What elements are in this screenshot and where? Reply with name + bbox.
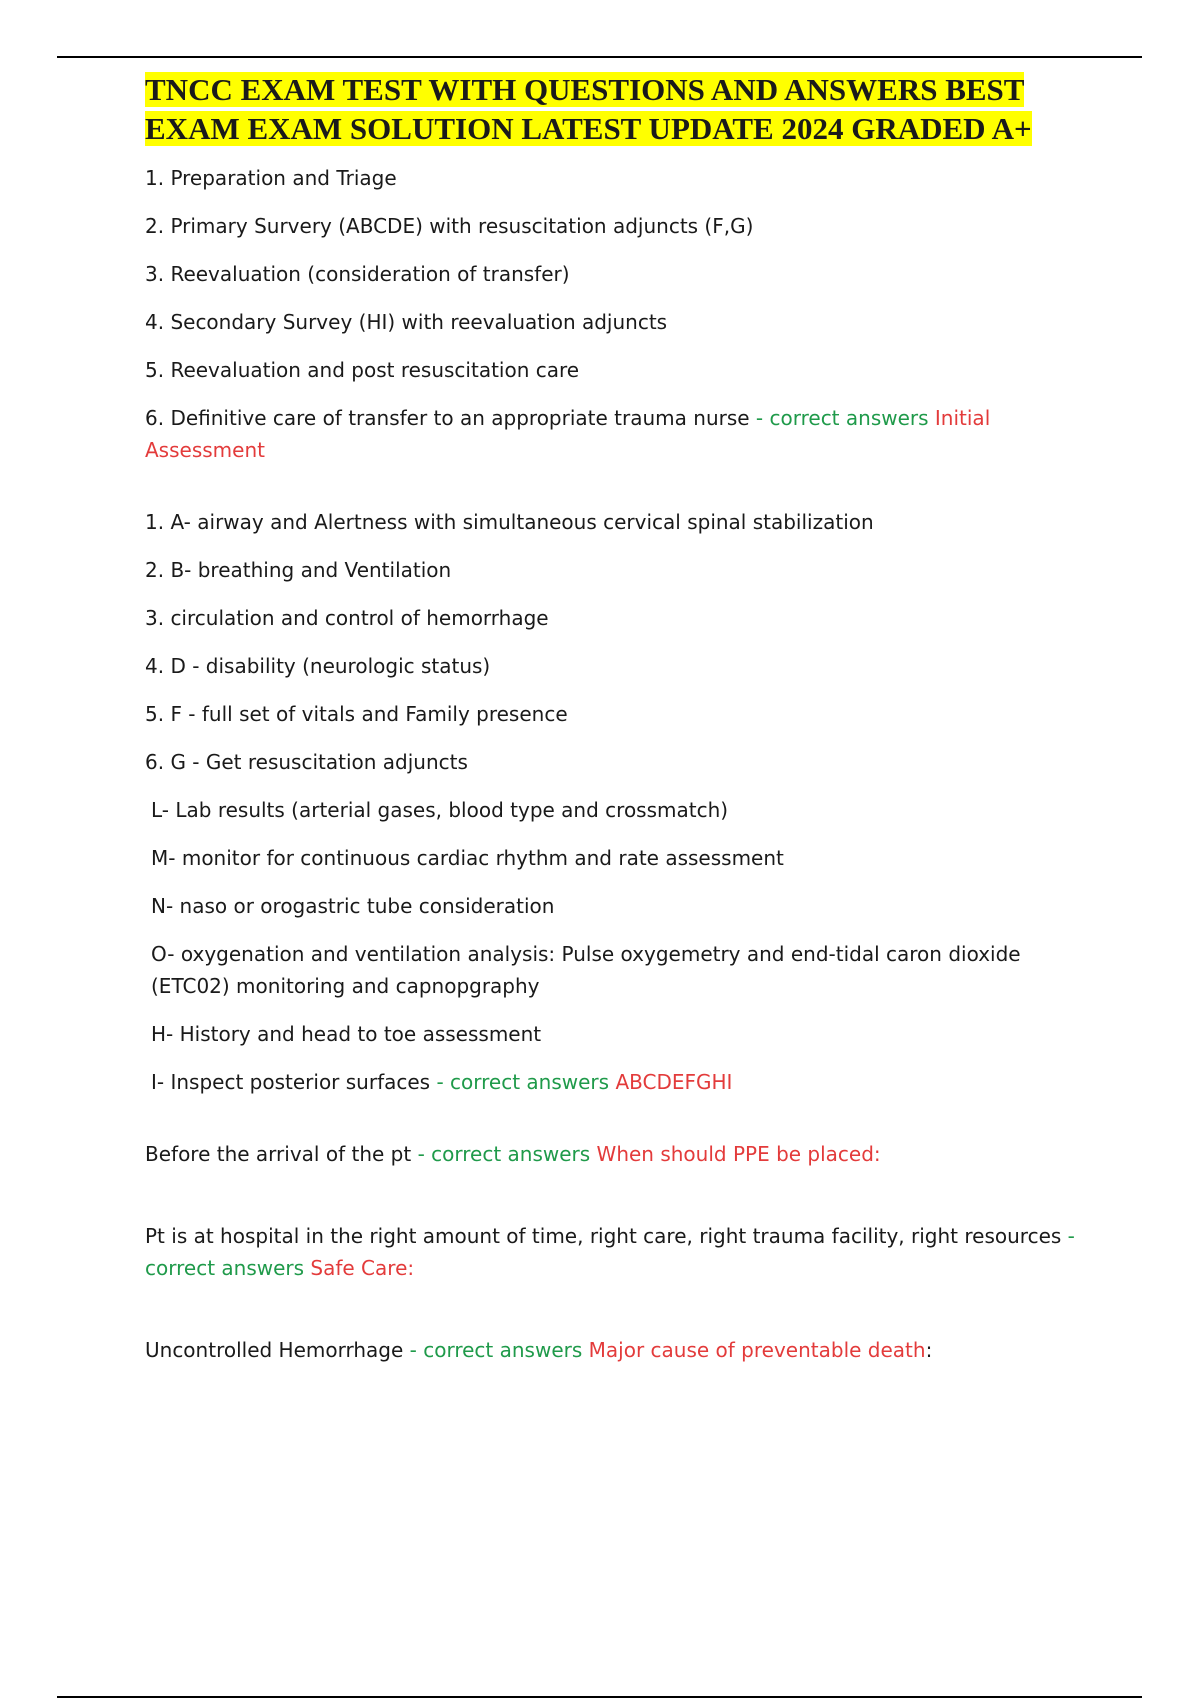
answer-text: Before the arrival of the pt bbox=[145, 1142, 412, 1166]
correct-answers-label: - correct answers bbox=[145, 1224, 1075, 1280]
correct-answers-label: - correct answers bbox=[417, 1142, 591, 1166]
list-item: 2. Primary Survery (ABCDE) with resuscitation adjuncts (F,G) bbox=[145, 214, 754, 238]
question-text: ABCDEFGHI bbox=[615, 1070, 733, 1094]
list-item: 1. A- airway and Alertness with simultaneous cervical spinal stabilization bbox=[145, 510, 874, 534]
correct-answers-label: - correct answers bbox=[409, 1338, 583, 1362]
list-item: 5. Reevaluation and post resuscitation care bbox=[145, 358, 580, 382]
list-item: 3. circulation and control of hemorrhage bbox=[145, 606, 549, 630]
list-item: H- History and head to toe assessment bbox=[151, 1022, 542, 1046]
list-item bbox=[145, 1066, 1085, 1098]
qa-item bbox=[145, 1334, 1085, 1366]
list-item: 1. Preparation and Triage bbox=[145, 166, 397, 190]
list-item: N- naso or orogastric tube consideration bbox=[151, 894, 555, 918]
answer-text: I- Inspect posterior surfaces bbox=[151, 1070, 431, 1094]
document-body bbox=[145, 70, 1085, 1382]
question-text: Major cause of preventable death bbox=[588, 1338, 926, 1362]
bottom-rule bbox=[57, 1696, 1142, 1698]
qa-item bbox=[145, 1220, 1085, 1284]
qa-item bbox=[145, 1138, 1085, 1170]
answer-text: 6. Definitive care of transfer to an appropriate trauma nurse bbox=[145, 406, 750, 430]
question-text: When should PPE be placed: bbox=[596, 1142, 881, 1166]
list-item bbox=[145, 402, 1085, 466]
list-item: 5. F - full set of vitals and Family presence bbox=[145, 702, 568, 726]
correct-answers-label: - correct answers bbox=[755, 406, 929, 430]
question-text: Initial Assessment bbox=[145, 406, 991, 462]
list-item: M- monitor for continuous cardiac rhythm and rate assessment bbox=[151, 846, 784, 870]
list-item: O- oxygenation and ventilation analysis: Pulse oxygemetry and end-tidal caron dioxide (ETC02) monitoring and capnopgraphy bbox=[151, 942, 1021, 998]
correct-answers-label: - correct answers bbox=[436, 1070, 610, 1094]
list-item: 4. Secondary Survey (HI) with reevaluation adjuncts bbox=[145, 310, 668, 334]
list-item: 3. Reevaluation (consideration of transfer) bbox=[145, 262, 570, 286]
question-suffix: : bbox=[925, 1338, 933, 1362]
top-rule bbox=[57, 56, 1142, 58]
list-item: 4. D - disability (neurologic status) bbox=[145, 654, 491, 678]
answer-text: Uncontrolled Hemorrhage bbox=[145, 1338, 404, 1362]
document-title: TNCC EXAM TEST WITH QUESTIONS AND ANSWERS BEST EXAM EXAM SOLUTION LATEST UPDATE 2024 GRADED A+ bbox=[145, 72, 1032, 146]
question-text: Safe Care: bbox=[310, 1256, 415, 1280]
list-item: L- Lab results (arterial gases, blood type and crossmatch) bbox=[151, 798, 729, 822]
answer-text: Pt is at hospital in the right amount of time, right care, right trauma facility, right resources bbox=[145, 1224, 1062, 1248]
list-item: 2. B- breathing and Ventilation bbox=[145, 558, 452, 582]
list-item: 6. G - Get resuscitation adjuncts bbox=[145, 750, 468, 774]
